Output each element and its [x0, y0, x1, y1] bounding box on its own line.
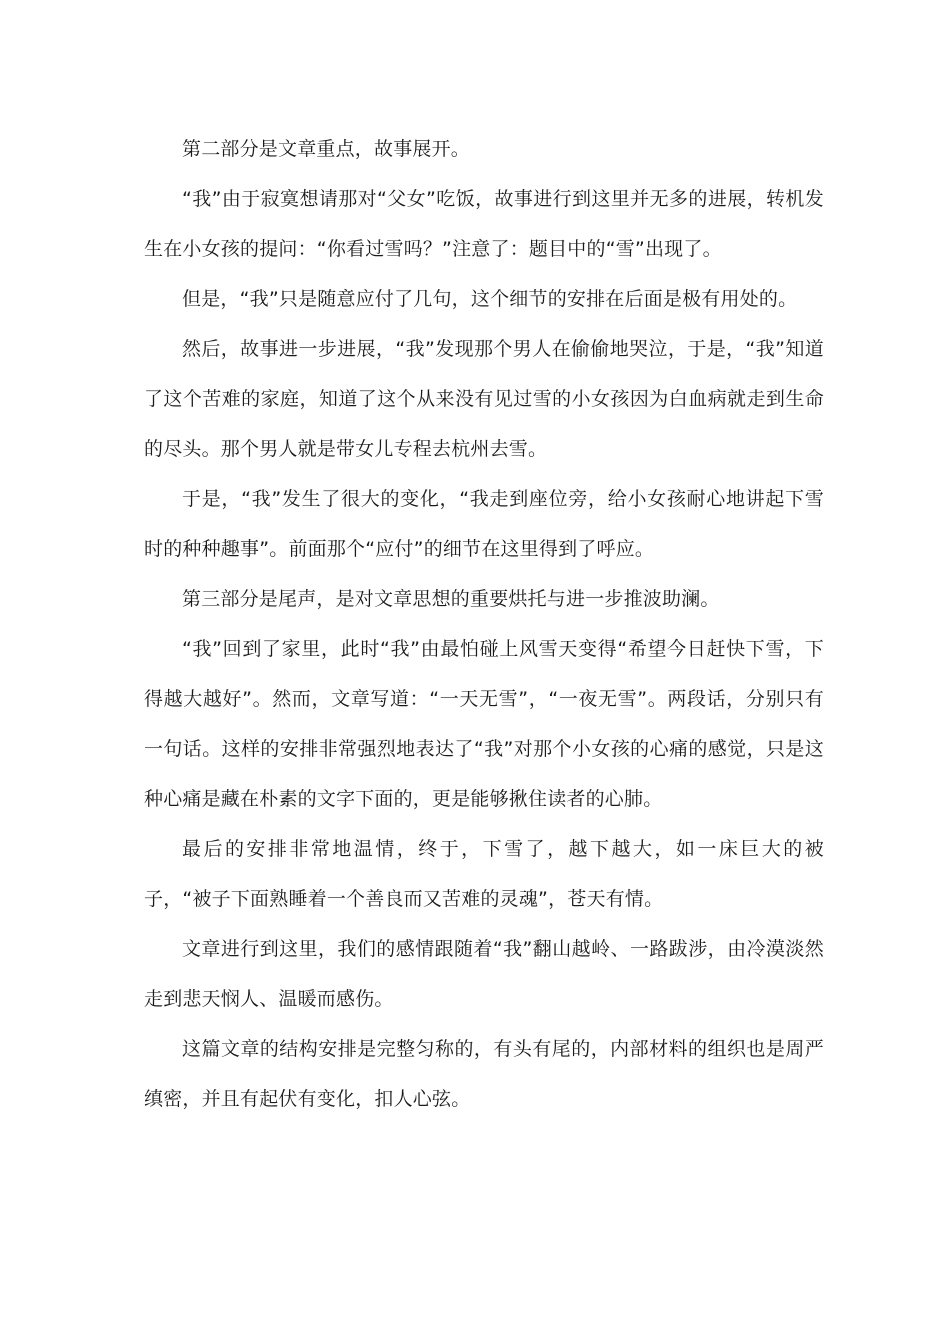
paragraph-8: 最后的安排非常地温情，终于，下雪了，越下越大，如一床巨大的被子，“被子下面熟睡着一个善良而又苦难的灵魂”，苍天有情。 — [144, 838, 824, 910]
paragraph-10: 这篇文章的结构安排是完整匀称的，有头有尾的，内部材料的组织也是周严缜密，并且有起伏有变化，扣人心弦。 — [144, 1038, 824, 1110]
paragraph-3: 但是，“我”只是随意应付了几句，这个细节的安排在后面是极有用处的。 — [182, 288, 798, 310]
paragraph-4: 然后，故事进一步进展，“我”发现那个男人在偷偷地哭泣，于是，“我”知道了这个苦难的家庭，知道了这个从来没有见过雪的小女孩因为白血病就走到生命的尽头。那个男人就是带女儿专程去杭州去雪。 — [144, 338, 824, 460]
paragraph-9: 文章进行到这里，我们的感情跟随着“我”翻山越岭、一路跋涉，由冷漠淡然走到悲天悯人、温暖而感伤。 — [144, 938, 824, 1010]
paragraph-6: 第三部分是尾声，是对文章思想的重要烘托与进一步推波助澜。 — [182, 588, 720, 610]
article-body — [144, 124, 824, 1124]
paragraph-5: 于是，“我”发生了很大的变化，“我走到座位旁，给小女孩耐心地讲起下雪时的种种趣事”。前面那个“应付”的细节在这里得到了呼应。 — [144, 488, 824, 560]
paragraph-2: “我”由于寂寞想请那对“父女”吃饭，故事进行到这里并无多的进展，转机发生在小女孩的提问：“你看过雪吗？”注意了：题目中的“雪”出现了。 — [144, 188, 824, 260]
paragraph-7: “我”回到了家里，此时“我”由最怕碰上风雪天变得“希望今日赶快下雪，下得越大越好”。然而，文章写道：“一天无雪”，“一夜无雪”。两段话，分别只有一句话。这样的安排非常强烈地表达了“我”对那个小女孩的心痛的感觉，只是这种心痛是藏在朴素的文字下面的，更是能够揪住读者的心肺。 — [144, 638, 824, 810]
paragraph-1: 第二部分是文章重点，故事展开。 — [182, 138, 471, 160]
